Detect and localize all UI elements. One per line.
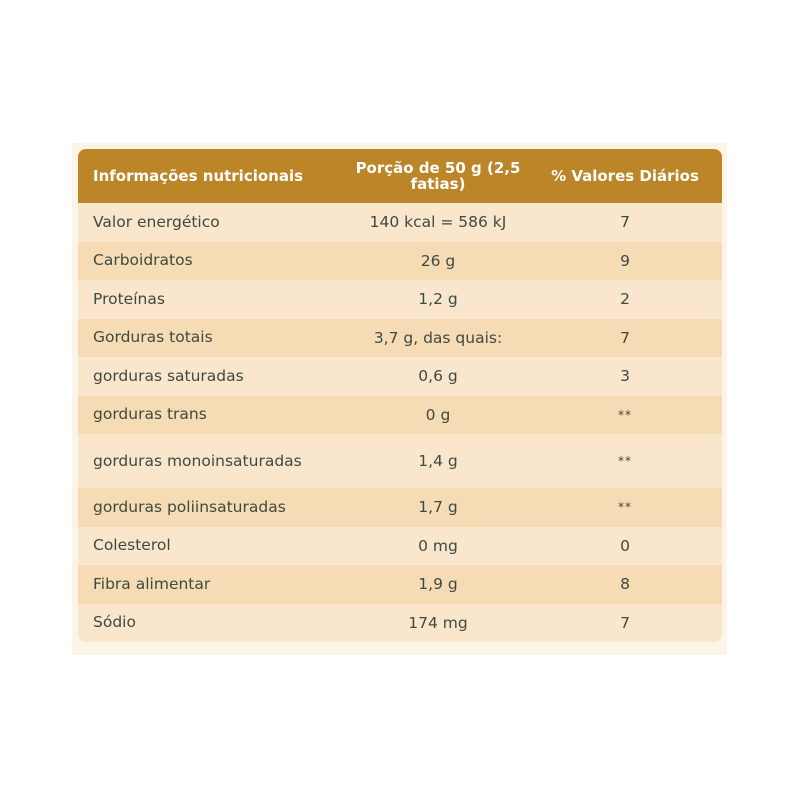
row-nutrient: Sódio <box>93 613 136 632</box>
row-amount: 140 kcal = 586 kJ <box>369 213 507 232</box>
nutrition-panel <box>72 143 727 655</box>
table-row <box>78 488 722 527</box>
row-daily-value: ** <box>618 407 632 422</box>
table-row <box>78 280 722 319</box>
table-row <box>78 242 722 281</box>
row-nutrient: Proteínas <box>93 289 165 308</box>
row-amount: 3,7 g, das quais: <box>373 328 503 347</box>
nutrition-table <box>78 149 722 642</box>
row-daily-value: 0 <box>620 536 630 555</box>
row-daily-value: 7 <box>620 328 630 347</box>
row-amount: 1,7 g <box>418 498 458 517</box>
row-amount: 1,9 g <box>418 575 458 594</box>
row-daily-value: 8 <box>620 575 630 594</box>
table-row <box>78 527 722 566</box>
table-row <box>78 319 722 358</box>
row-amount: 174 mg <box>408 613 468 632</box>
row-amount: 0 g <box>425 405 451 424</box>
row-daily-value: ** <box>618 500 632 515</box>
row-nutrient: gorduras trans <box>93 405 207 424</box>
row-daily-value: 7 <box>620 213 630 232</box>
row-nutrient: Colesterol <box>93 536 171 555</box>
row-daily-value: ** <box>618 454 632 468</box>
row-amount: 1,2 g <box>418 290 458 309</box>
row-nutrient: gorduras saturadas <box>93 366 244 385</box>
row-amount: 0 mg <box>418 536 458 555</box>
row-daily-value: 3 <box>620 367 630 386</box>
table-row <box>78 604 722 643</box>
row-nutrient: Carboidratos <box>93 251 193 270</box>
row-nutrient: Valor energético <box>93 212 220 231</box>
table-header <box>78 149 722 203</box>
table-row <box>78 396 722 435</box>
header-nutrient: Informações nutricionais <box>93 167 304 185</box>
row-amount: 26 g <box>420 251 456 270</box>
row-nutrient: gorduras poliinsaturadas <box>93 497 286 516</box>
table-row <box>78 434 722 488</box>
table-row <box>78 565 722 604</box>
row-nutrient: gorduras monoinsaturadas <box>93 451 302 470</box>
row-amount: 0,6 g <box>418 367 458 386</box>
row-amount: 1,4 g <box>418 452 458 470</box>
row-daily-value: 2 <box>620 290 630 309</box>
row-daily-value: 7 <box>620 613 630 632</box>
header-daily-value: % Valores Diários <box>551 167 699 185</box>
row-daily-value: 9 <box>620 251 630 270</box>
table-row <box>78 203 722 242</box>
row-nutrient: Gorduras totais <box>93 328 213 347</box>
row-nutrient: Fibra alimentar <box>93 574 211 593</box>
header-portion: Porção de 50 g (2,5 fatias) <box>355 159 521 193</box>
table-row <box>78 357 722 396</box>
